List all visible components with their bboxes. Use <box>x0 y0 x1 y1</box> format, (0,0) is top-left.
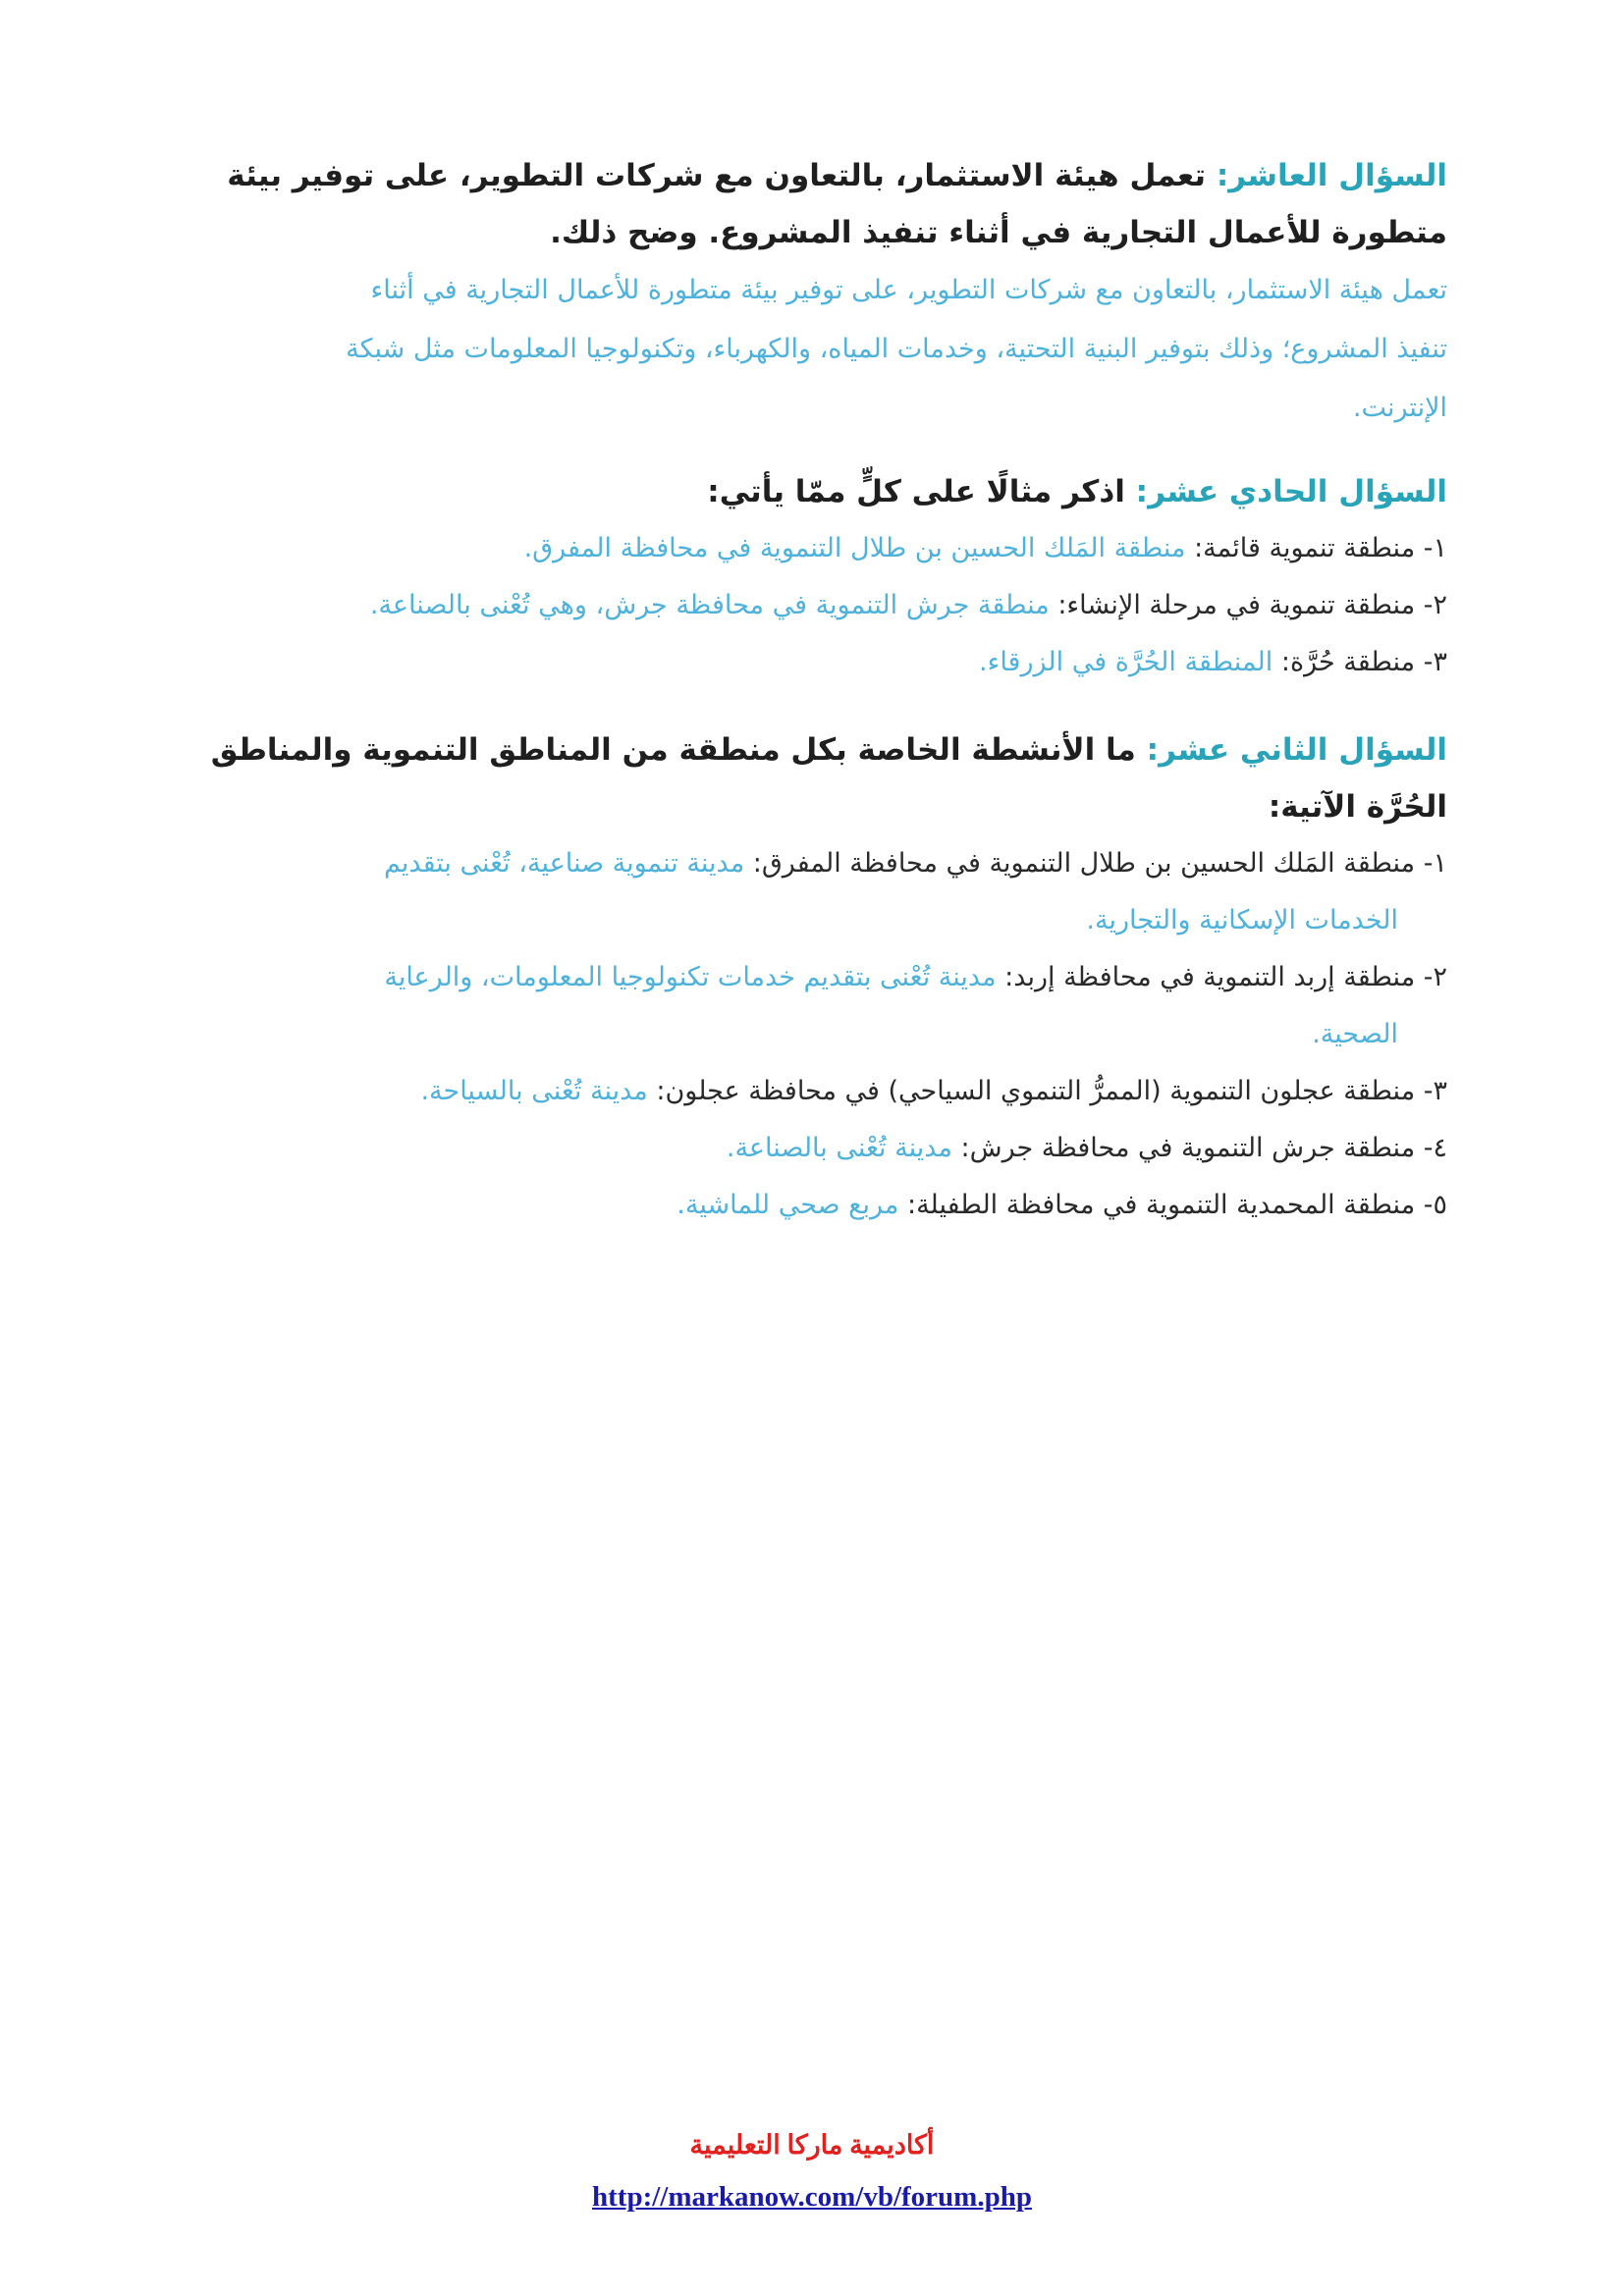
question-11-item-2 <box>116 577 1447 634</box>
question-12-item-5 <box>116 1177 1447 1234</box>
footer-academy-name: أكاديمية ماركا التعليمية <box>689 2130 935 2160</box>
question-11-block <box>116 463 1447 691</box>
question-12-item-3-answer: مدينة تُعْنى بالسياحة. <box>420 1076 648 1106</box>
question-10-block <box>116 147 1447 438</box>
question-11-item-1 <box>116 520 1447 577</box>
question-10-answer-line-3: الإنترنت. <box>1352 393 1447 423</box>
question-12-item-3 <box>116 1063 1447 1120</box>
question-12-item-1 <box>116 835 1447 892</box>
question-12-line-1 <box>116 721 1447 778</box>
question-12-item-4-answer: مدينة تُعْنى بالصناعة. <box>726 1133 952 1163</box>
question-12-item-5-answer: مربع صحي للماشية. <box>677 1190 899 1220</box>
question-12-label: السؤال الثاني عشر: <box>1146 732 1447 768</box>
question-12-item-4-prefix: ٤- منطقة جرش التنموية في محافظة جرش: <box>960 1133 1447 1163</box>
question-12-item-4 <box>116 1120 1447 1177</box>
question-12-block <box>116 721 1447 1234</box>
question-10-answer-line-2: تنفيذ المشروع؛ وذلك بتوفير البنية التحتية، وخدمات المياه، والكهرباء، وتكنولوجيا المعلومات مثل شبكة <box>346 334 1447 364</box>
question-12-line-2: الحُرَّة الآتية: <box>1268 789 1447 825</box>
question-10-label: السؤال العاشر: <box>1216 158 1447 193</box>
question-11-item-2-prefix: ٢- منطقة تنموية في مرحلة الإنشاء: <box>1057 590 1447 620</box>
question-11-item-1-answer: منطقة المَلك الحسين بن طلال التنموية في محافظة المفرق. <box>523 533 1186 563</box>
question-10-line-1 <box>116 147 1447 204</box>
question-12-item-1-prefix: ١- منطقة المَلك الحسين بن طلال التنموية في محافظة المفرق: <box>752 848 1447 879</box>
question-11-item-3-prefix: ٣- منطقة حُرَّة: <box>1280 647 1447 677</box>
question-10-text-1: تعمل هيئة الاستثمار، بالتعاون مع شركات التطوير، على توفير بيئة <box>227 158 1207 193</box>
question-11-label: السؤال الحادي عشر: <box>1135 474 1447 509</box>
footer-forum-link[interactable]: http://markanow.com/vb/forum.php <box>592 2181 1032 2213</box>
question-12-item-5-prefix: ٥- منطقة المحمدية التنموية في محافظة الطفيلة: <box>906 1190 1447 1220</box>
question-12-item-2-prefix: ٢- منطقة إربد التنموية في محافظة إربد: <box>1004 962 1447 992</box>
question-10-line-2: متطورة للأعمال التجارية في أثناء تنفيذ المشروع. وضح ذلك. <box>550 215 1447 250</box>
question-11-line <box>116 463 1447 520</box>
question-12-text-1: ما الأنشطة الخاصة بكل منطقة من المناطق التنموية والمناطق <box>210 732 1136 768</box>
question-12-item-1-answer: مدينة تنموية صناعية، تُعْنى بتقديم <box>383 848 745 879</box>
question-10-answer-line-1: تعمل هيئة الاستثمار، بالتعاون مع شركات التطوير، على توفير بيئة متطورة للأعمال التجارية في أثناء <box>370 275 1447 305</box>
question-12-item-2-answer-cont: الصحية. <box>1312 1019 1398 1049</box>
question-11-item-2-answer: منطقة جرش التنموية في محافظة جرش، وهي تُعْنى بالصناعة. <box>369 590 1050 620</box>
question-12-item-1-continuation <box>116 892 1447 949</box>
question-12-item-1-answer-cont: الخدمات الإسكانية والتجارية. <box>1086 905 1398 935</box>
question-12-item-3-prefix: ٣- منطقة عجلون التنموية (الممرُّ التنموي السياحي) في محافظة عجلون: <box>656 1076 1447 1106</box>
question-11-text: اذكر مثالًا على كلٍّ ممّا يأتي: <box>707 474 1125 509</box>
question-12-item-2-answer: مدينة تُعْنى بتقديم خدمات تكنولوجيا المعلومات، والرعاية <box>384 962 997 992</box>
question-11-item-1-prefix: ١- منطقة تنموية قائمة: <box>1194 533 1447 563</box>
question-12-item-2 <box>116 949 1447 1006</box>
question-11-item-3-answer: المنطقة الحُرَّة في الزرقاء. <box>979 647 1273 677</box>
question-11-item-3 <box>116 634 1447 691</box>
question-12-item-2-continuation <box>116 1006 1447 1063</box>
